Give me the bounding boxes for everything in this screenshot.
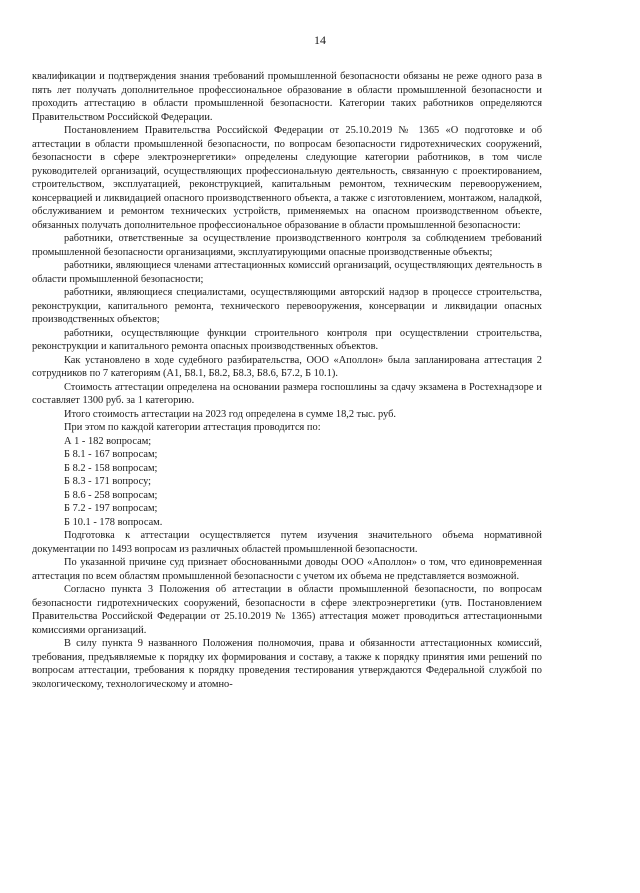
paragraph: В силу пункта 9 названного Положения полномочия, права и обязанности аттестационных комиссий, требования, предъявляемые к порядку их формирования и составу, а также к порядку принятия ими решений по вопросам аттестации, требования к порядку проведения тестирования утверждаются Федеральной службой по экологическому, технологическому и атомно- — [32, 638, 542, 690]
paragraph: работники, ответственные за осуществление производственного контроля за соблюдением требований промышленной безопасности организациями, эксплуатирующими опасные производственные объекты; — [32, 233, 542, 258]
list-item: Б 8.1 - 167 вопросам; — [64, 449, 158, 460]
list-item: Б 8.6 - 258 вопросам; — [64, 489, 158, 501]
paragraph: работники, являющиеся специалистами, осуществляющими авторский надзор в процессе строительства, реконструкции, капитального ремонта, технического перевооружения, консервации и ликвидации опасных производственных объектов; — [32, 287, 542, 325]
list-item: Б 8.3 - 171 вопросу; — [64, 476, 152, 487]
list-item: Б 7.2 - 197 вопросам; — [64, 503, 158, 514]
paragraph: Как установлено в ходе судебного разбирательства, ООО «Аполлон» была запланирована аттестация 2 сотрудников по 7 категориям (А1, Б8.1, Б8.2, Б8.3, Б8.6, Б7.2, Б 10.1). — [32, 354, 542, 379]
list-item: А 1 - 182 вопросам; — [64, 435, 152, 447]
paragraph: Согласно пункта 3 Положения об аттестации в области промышленной безопасности, по вопросам безопасности гидротехнических сооружений, безопасности в сфере электроэнергетики (утв. Постановлением Правительства Российской Федерации от 25.10.2019 № 1365) аттестация может проводиться аттестационными комиссиями организаций. — [32, 584, 542, 636]
list-item: Б 10.1 - 178 вопросам. — [64, 516, 163, 528]
paragraph: Стоимость аттестации определена на основании размера госпошлины за сдачу экзамена в Ростехнадзоре и составляет 1300 руб. за 1 категорию. — [32, 381, 542, 406]
paragraph: Итого стоимость аттестации на 2023 год определена в сумме 18,2 тыс. руб. — [64, 408, 396, 420]
paragraph: Постановлением Правительства Российской Федерации от 25.10.2019 № 1365 «О подготовке и об аттестации в области промышленной безопасности, по вопросам безопасности гидротехнических сооружений, безопасности в сфере электроэнергетики» определены следующие категории работников, в том числе руководителей организаций, осуществляющих профессиональную деятельность, связанную с проектированием, строительством, эксплуатацией, реконструкцией, капитальным ремонтом, техническим перевооружением, консервацией и ликвидацией опасного производственного объекта, а также с изготовлением, монтажом, наладкой, обслуживанием и ремонтом технических устройств, применяемых на опасном производственном объекте, обязанных получать дополнительное профессиональное образование в области промышленной безопасности: — [32, 125, 542, 231]
list-item: Б 8.2 - 158 вопросам; — [64, 462, 158, 474]
paragraph: При этом по каждой категории аттестация проводится по: — [64, 422, 321, 433]
paragraph: По указанной причине суд признает обоснованными доводы ООО «Аполлон» о том, что единовременная аттестация по всем областям промышленной безопасности с учетом их объема не представляется возможной. — [32, 557, 542, 582]
paragraph: Подготовка к аттестации осуществляется путем изучения значительного объема нормативной документации по 1493 вопросам из различных областей промышленной безопасности. — [32, 530, 542, 555]
paragraph: работники, осуществляющие функции строительного контроля при осуществлении строительства, реконструкции и капитального ремонта опасных производственных объектов. — [32, 327, 542, 352]
page-number: 14 — [314, 33, 326, 47]
document-body — [32, 70, 542, 691]
paragraph: квалификации и подтверждения знания требований промышленной безопасности обязаны не реже одного раза в пять лет получать дополнительное профессиональное образование в области промышленной безопасности и проходить аттестацию в области промышленной безопасности. Категории таких работников определяются Правительством Российской Федерации. — [32, 71, 542, 123]
paragraph: работники, являющиеся членами аттестационных комиссий организаций, осуществляющих деятельность в области промышленной безопасности; — [32, 260, 542, 285]
